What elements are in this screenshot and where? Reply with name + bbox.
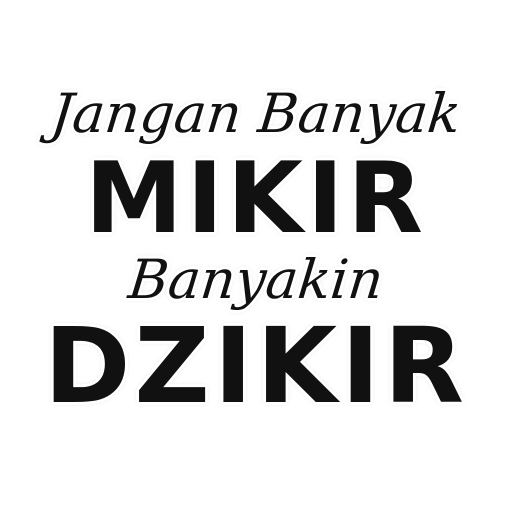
sticker-line-mikir: MIKIR [85, 142, 427, 256]
sticker-line-dzikir: DZIKIR [44, 305, 468, 427]
sticker-line-jangan-banyak: Jangan Banyak [47, 82, 465, 145]
sticker-line-banyakin: Banyakin [125, 248, 387, 311]
